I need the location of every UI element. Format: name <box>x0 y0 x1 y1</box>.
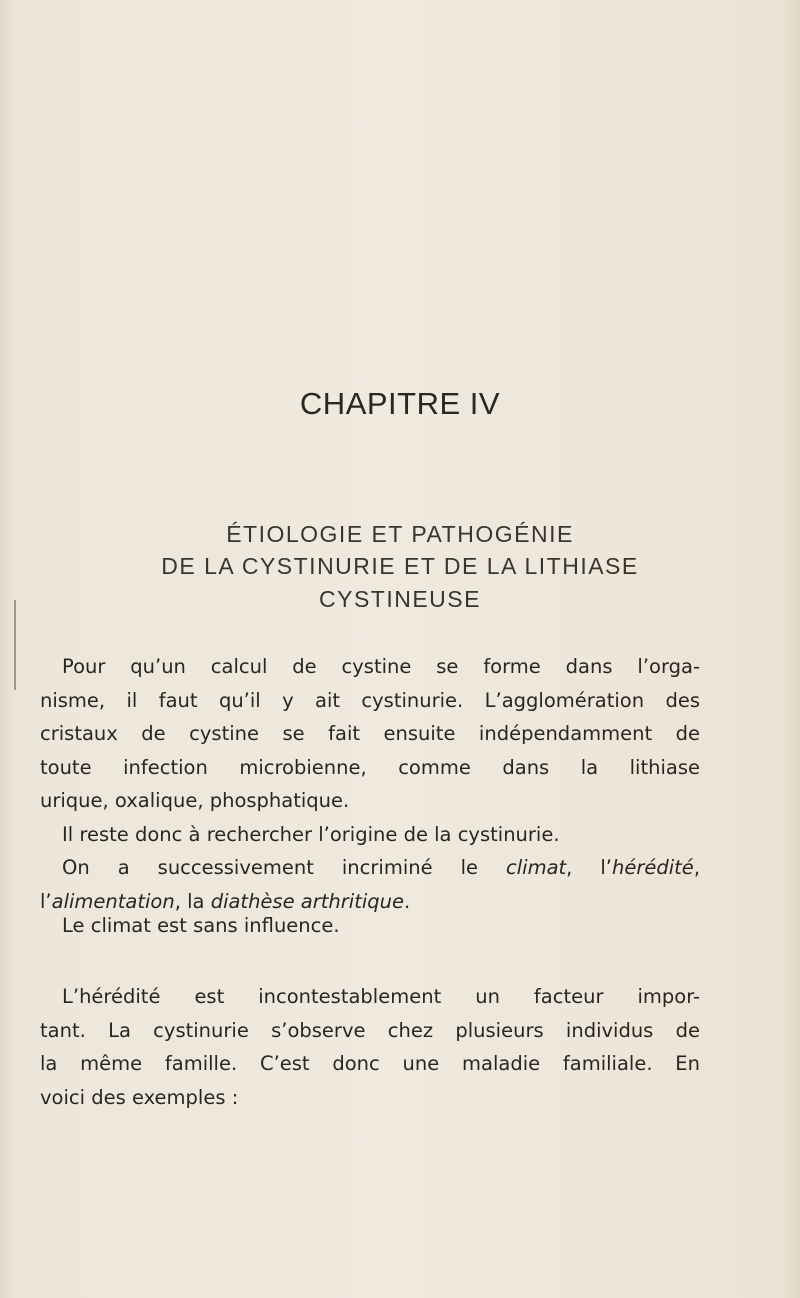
term-climat: climat <box>506 856 567 879</box>
paragraph-line: cristaux de cystine se fait ensuite indépendamment de <box>40 722 700 745</box>
paragraph-line: nisme, il faut qu’il y ait cystinurie. L’agglomération des <box>40 688 700 712</box>
paragraph-1 <box>40 650 700 918</box>
paragraph-3-line-2: l’alimentation, la diathèse arthritique. <box>40 889 411 913</box>
term-alimentation: alimentation <box>51 889 175 913</box>
heading-line-1: ÉTIOLOGIE ET PATHOGÉNIE <box>226 521 574 547</box>
paragraph-5 <box>40 980 700 1114</box>
paragraph-line: tant. La cystinurie s’observe chez plusieurs individus de <box>40 1018 700 1042</box>
paragraph-line: Le climat est sans influence. <box>62 914 340 937</box>
paragraph-line: la même famille. C’est donc une maladie familiale. En <box>40 1052 700 1075</box>
page-edge-mark <box>14 600 16 690</box>
paragraph-2: Il reste donc à rechercher l’origine de la cystinurie. <box>62 822 560 846</box>
heading-line-3: CYSTINEUSE <box>319 586 481 612</box>
paragraph-line: voici des exemples : <box>40 1085 239 1109</box>
term-diathese: diathèse arthritique <box>210 889 404 913</box>
term-heredite: hérédité <box>612 856 694 879</box>
paragraph-line: L’hérédité est incontestablement un facteur impor- <box>62 985 700 1008</box>
heading-line-2: DE LA CYSTINURIE ET DE LA LITHIASE <box>161 553 639 579</box>
paragraph-line: toute infection microbienne, comme dans la lithiase <box>40 755 700 779</box>
paragraph-3-line-1: On a successivement incriminé le climat, l’hérédité, <box>62 856 701 879</box>
chapter-title: CHAPITRE IV <box>299 386 501 421</box>
paragraph-line: Pour qu’un calcul de cystine se forme dans l’orga- <box>62 655 700 678</box>
paragraph-line: urique, oxalique, phosphatique. <box>40 789 350 812</box>
paragraph-4 <box>40 909 700 943</box>
